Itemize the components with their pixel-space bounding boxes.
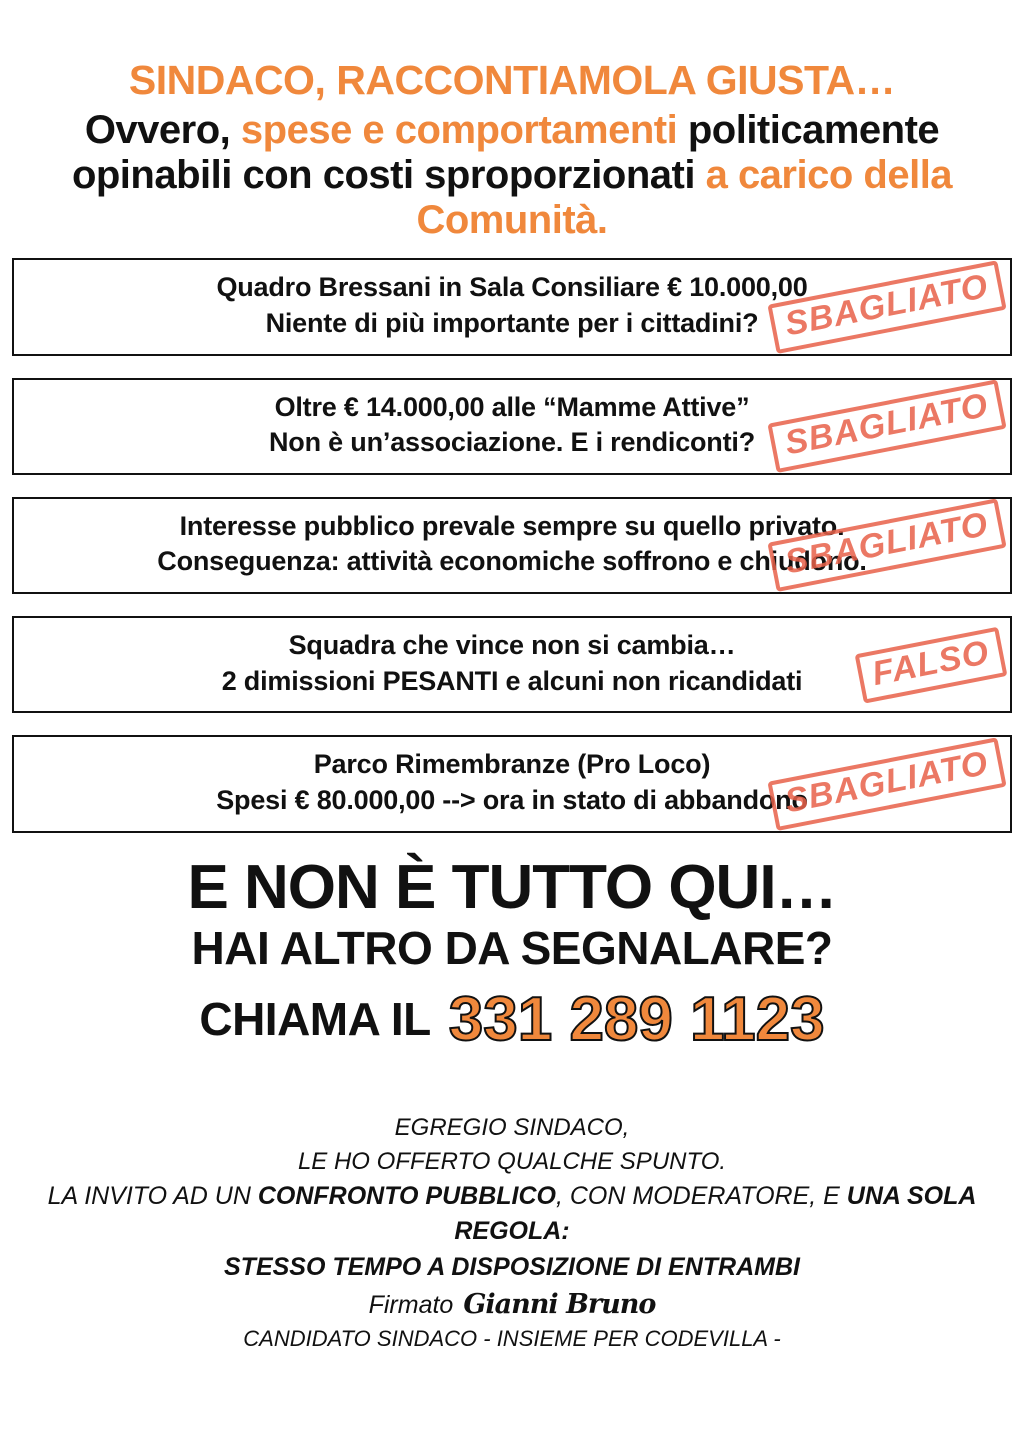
signed-label: Firmato [368,1291,454,1320]
stamp-badge: SBAGLIATO [767,499,1006,592]
headline-part-1: Ovvero, [84,107,241,152]
cta-call-label: CHIAMA IL [199,993,431,1046]
headline-part-5: a carico della [705,152,953,197]
letter-line-4-bold: STESSO TEMPO A DISPOSIZIONE DI ENTRAMBI [224,1252,800,1281]
letter-line-3-bold-1: CONFRONTO PUBBLICO [257,1181,556,1210]
signature-name: Gianni Bruno [463,1289,656,1321]
claim-line-2: 2 dimissioni PESANTI e alcuni non ricandidati [221,665,803,696]
letter-line-1: EGREGIO SINDACO, [394,1113,630,1141]
letter-block [12,1111,1012,1353]
claim-line-1: Squadra che vince non si cambia… [288,630,736,661]
headline-part-4: opinabili con costi sproporzionati [71,152,706,197]
claim-box [12,258,1012,355]
candidate-role: CANDIDATO SINDACO - INSIEME PER CODEVILLA - [243,1326,781,1352]
claim-box [12,616,1012,713]
stamp-badge: SBAGLIATO [767,260,1006,353]
claim-line-2: Conseguenza: attività economiche soffrono e chiudono. [157,546,867,577]
headline-secondary [12,108,1012,153]
phone-number[interactable]: 331 289 1123 [448,984,825,1054]
claim-line-2: Niente di più importante per i cittadini? [265,307,759,338]
letter-line-3 [12,1179,1012,1250]
letter-line-4 [12,1250,1012,1286]
cta-headline: E NON È TUTTO QUI… [187,852,837,922]
call-to-action [12,852,1012,1055]
letter-line-3-part-1: LA INVITO AD UN [47,1181,258,1210]
cta-subheadline: HAI ALTRO DA SEGNALARE? [191,921,833,974]
claim-line-1: Quadro Bressani in Sala Consiliare € 10.000,00 [216,272,808,303]
claim-line-1: Interesse pubblico prevale sempre su quello privato. [179,510,845,541]
cta-phone-row [12,984,1012,1055]
stamp-badge: SBAGLIATO [767,737,1006,830]
headline-part-2: spese e comportamenti [240,107,678,152]
signature-row [12,1289,1012,1320]
claim-box [12,497,1012,594]
claim-box [12,378,1012,475]
claim-line-2: Non è un’associazione. E i rendiconti? [269,427,755,458]
claims-list [12,258,1012,832]
headline-primary: SINDACO, RACCONTIAMOLA GIUSTA… [128,57,896,103]
letter-line-3-bold-2: UNA SOLA REGOLA: [454,1181,977,1246]
headline-part-3: politicamente [677,107,940,152]
claim-line-1: Oltre € 14.000,00 alle “Mamme Attive” [274,391,750,422]
claim-line-1: Parco Rimembranze (Pro Loco) [313,749,711,780]
header [12,0,1012,242]
letter-line-3-part-2: , CON MODERATORE, E [555,1181,847,1210]
claim-line-2: Spesi € 80.000,00 --> ora in stato di abbandono [216,784,808,815]
headline-third [12,153,1012,198]
stamp-badge: SBAGLIATO [767,379,1006,472]
headline-fourth: Comunità. [416,197,608,242]
stamp-badge: FALSO [854,626,1007,703]
letter-line-2: LE HO OFFERTO QUALCHE SPUNTO. [297,1147,727,1175]
claim-box [12,735,1012,832]
